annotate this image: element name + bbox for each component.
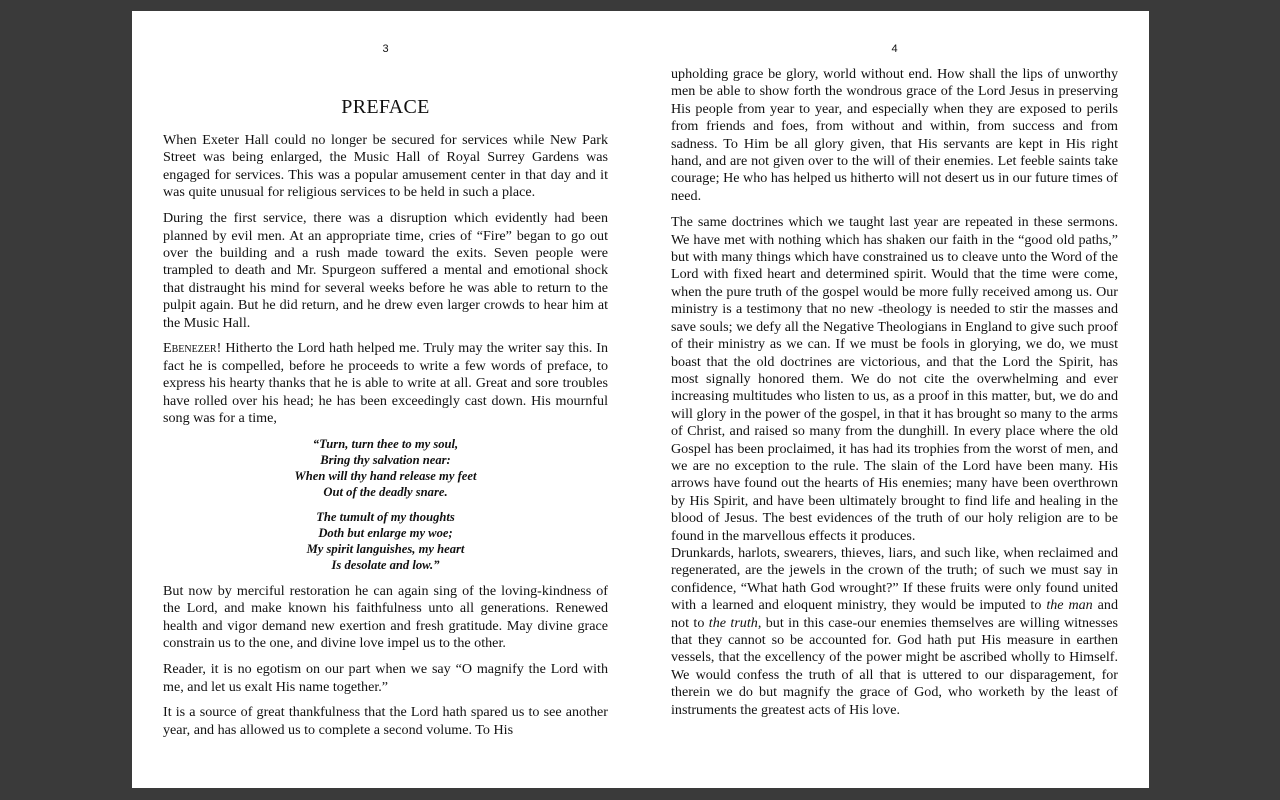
paragraph: But now by merciful restoration he can again sing of the loving-kindness of the Lord, and make known his faithfulness unto all generations. Renewed health and vigor demand new exertion and fresh gratitude. May divine grace constrain us to the one, and divine love impel us to the other.: [163, 583, 608, 652]
paragraph-text: ! Hitherto the Lord hath helped me. Truly may the writer say this. In fact he is compelled, before he proceeds to write a few words of preface, to express his hearty thanks that he is able to write at all. Great and sore troubles have rolled over his head; he has been exceedingly cast down. His mournful song was for a time,: [163, 340, 608, 427]
paragraph: The same doctrines which we taught last year are repeated in these sermons. We have met with nothing which has shaken our faith in the “good old paths,” but with many things which have constrained us to cleave unto the Word of the Lord with fixed heart and determined spirit. Would that the time were come, when the pure truth of the gospel would be more fully received among us. Our ministry is a testimony that no new -theology is needed to stir the masses and save souls; we defy all the Negative Theologians in England to give such proof of their ministry as we can. If we must be fools in glorying, we do, we must boast that the old doctrines are victorious, and that the Lord the Spirit, has most signally honored them. We do not cite the overwhelming and ever increasing multitudes who listen to us, as a proof in this matter, but, we do and will glory in the power of the gospel, in that it has brought so many to the arms of Christ, and raised so many from the dunghill. In every place where the old Gospel has been proclaimed, it has had its trophies from the worst of men, and we are no exception to the rule. The slain of the Lord have been many. His arrows have found out the hearts of His enemies; many have been overthrown by His Spirit, and have been ultimately brought to find life and healing in the blood of Jesus. The best evidences of the truth of our holy religion are to be found in the marvellous effects it produces.: [671, 214, 1118, 544]
poem-line: Out of the deadly snare.: [323, 485, 448, 499]
page-body: [671, 66, 1118, 728]
poem-line: Doth but enlarge my woe;: [318, 526, 453, 540]
paragraph: Reader, it is no egotism on our part when we say “O magnify the Lord with me, and let us exalt His name together.”: [163, 661, 608, 695]
italic-phrase: the man: [1046, 597, 1093, 614]
paragraph: [163, 340, 608, 427]
poem-line: Bring thy salvation near:: [320, 453, 451, 467]
poem-line: Is desolate and low.”: [331, 558, 440, 572]
paragraph: upholding grace be glory, world without end. How shall the lips of unworthy men be able to show forth the wondrous grace of the Lord Jesus in preserving His people from year to year, and especially when they are exposed to perils from friends and foes, from without and within, from success and from sadness. To Him be all glory given, that His servants are kept in His right hand, and are not given over to the will of their enemies. Let feeble saints take courage; He who has helped us hitherto will not desert us in our future times of need.: [671, 66, 1118, 204]
page-number: 3: [382, 43, 389, 55]
poem-line: “Turn, turn thee to my soul,: [312, 437, 459, 451]
poem-stanza: [163, 436, 608, 500]
paragraph: When Exeter Hall could no longer be secured for services while New Park Street was being enlarged, the Music Hall of Royal Surrey Gardens was engaged for services. This was a popular amusement center in that day and it was quite unusual for religious services to be held in such a place.: [163, 132, 608, 201]
page-number: 4: [891, 43, 898, 55]
poem: [163, 436, 608, 573]
page-right: [671, 11, 1118, 788]
paragraph-text: , but in this case-our enemies themselves are willing witnesses that they cannot so be accounted for. God hath put His measure in earthen vessels, that the excellency of the power might be ascribed wholly to Himself. We would confess the truth of all that is uttered to our disparagement, for therein we do but magnify the grace of God, who worketh by the least of instruments the greatest acts of His love.: [671, 614, 1118, 718]
paragraph: [671, 545, 1118, 719]
italic-phrase: the truth: [708, 614, 758, 631]
page-left: [163, 11, 608, 788]
paragraph-text: and not to: [671, 597, 1119, 631]
poem-line: The tumult of my thoughts: [316, 510, 455, 524]
page-title: PREFACE: [341, 96, 430, 118]
poem-line: When will thy hand release my feet: [294, 469, 477, 483]
page-spread: [132, 11, 1149, 788]
paragraph: It is a source of great thankfulness that the Lord hath spared us to see another year, and has allowed us to complete a second volume. To His: [163, 704, 608, 738]
small-caps-word: Ebenezer: [163, 340, 217, 357]
poem-stanza: [163, 509, 608, 573]
page-body: [163, 96, 608, 748]
poem-line: My spirit languishes, my heart: [306, 542, 465, 556]
paragraph-text: Drunkards, harlots, swearers, thieves, liars, and such like, when reclaimed and regenerated, are the jewels in the crown of the truth; of such we must say in confidence, “What hath God wrought?” If these fruits were only found united with a learned and eloquent ministry, they would be imputed to: [671, 544, 1118, 614]
paragraph: During the first service, there was a disruption which evidently had been planned by evil men. At an appropriate time, cries of “Fire” began to go out over the building and a rush made toward the exits. Seven people were trampled to death and Mr. Spurgeon suffered a mental and emotional shock that distraught his mind for several weeks before he was able to return to the pulpit again. But he did return, and he drew even larger crowds to hear him at the Music Hall.: [163, 210, 608, 331]
